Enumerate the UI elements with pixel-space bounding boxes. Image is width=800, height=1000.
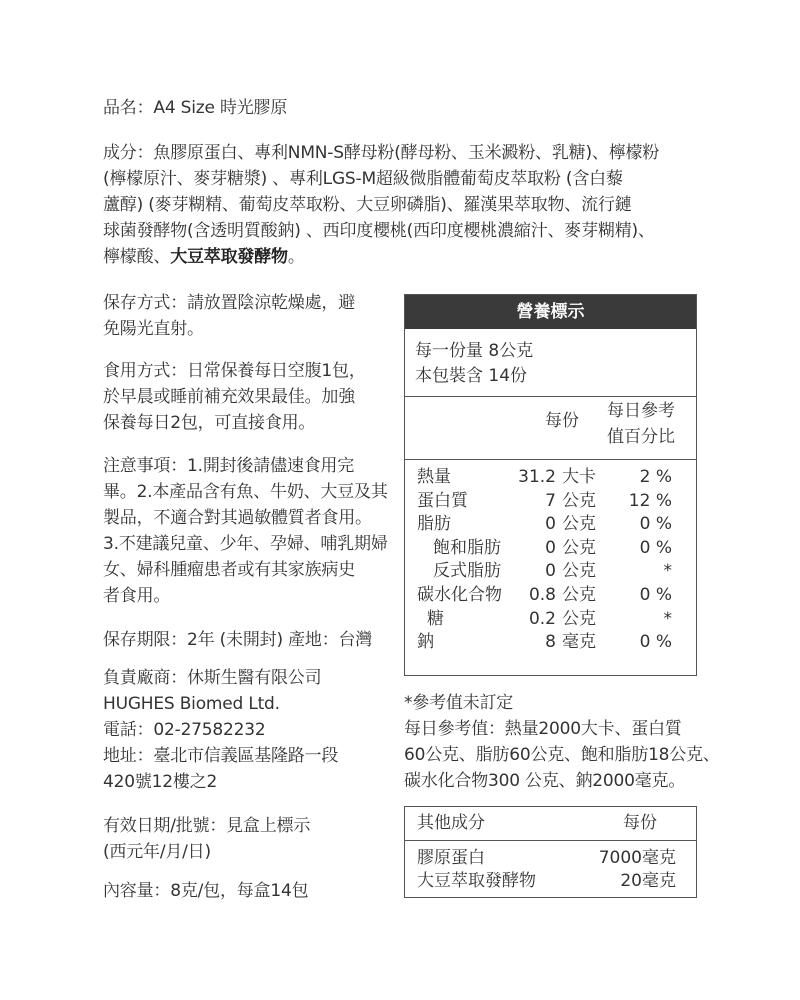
expiry-line: (西元年/月/日) [103, 842, 211, 862]
nutrient-value: 0 [545, 514, 556, 535]
nutrient-unit: 公克 [562, 514, 596, 535]
manufacturer-line: 地址：臺北市信義區基隆路一段 [103, 746, 339, 766]
nutrient-unit: 公克 [562, 585, 596, 605]
other-row-value: 7000毫克 [598, 848, 676, 868]
ingredients-line: (檸檬原汁、麥芽糖漿) 、專利LGS-M超級微脂體葡萄皮萃取粉 (含白藜 [103, 169, 623, 189]
divider [405, 840, 696, 841]
col-daily-ref-1: 每日參考 [607, 401, 675, 421]
nutrient-value: 0 [545, 561, 556, 582]
ref-note-line: 每日參考值：熱量2000大卡、蛋白質 [404, 719, 682, 739]
reference-notes [404, 690, 720, 794]
usage-method [103, 358, 366, 436]
nutrient-unit: 大卡 [562, 467, 596, 487]
manufacturer-line: HUGHES Biomed Ltd. [103, 694, 280, 714]
nutrient-unit: 公克 [562, 537, 596, 558]
other-header-name: 其他成分 [417, 813, 485, 833]
nutrient-value: 7 [545, 490, 556, 511]
nutrient-value: 0.2 [528, 608, 556, 629]
divider [405, 396, 696, 397]
notes-line: 畢。2.本產品含有魚、牛奶、大豆及其 [103, 482, 388, 502]
serving-size: 每一份量 8公克 [415, 341, 534, 361]
other-row-name: 膠原蛋白 [417, 848, 485, 868]
nutrient-name: 熱量 [417, 467, 451, 487]
storage-line: 保存方式：請放置陰涼乾燥處，避 [103, 293, 355, 313]
usage-line: 保養每日2包，可直接食用。 [103, 413, 316, 433]
ingredients-line: 球菌發酵物(含透明質酸鈉) 、西印度櫻桃(西印度櫻桃濃縮汁、麥芽糊精)、 [103, 221, 655, 241]
storage-line: 免陽光直射。 [103, 319, 204, 339]
product-name: 品名：A4 Size 時光膠原 [103, 98, 288, 118]
nutrient-daily-pct: 0 % [639, 585, 672, 605]
nutrition-table [404, 294, 697, 676]
nutrient-daily-pct: * [663, 561, 672, 582]
notes-line: 者食用。 [103, 586, 171, 606]
nutrient-daily-pct: 0 % [639, 632, 672, 653]
usage-line: 食用方式：日常保養每日空腹1包， [103, 361, 366, 381]
col-daily-ref-2: 值百分比 [607, 427, 675, 447]
nutrient-name: 鈉 [417, 632, 434, 653]
expiry [103, 813, 310, 865]
other-row-name: 大豆萃取發酵物 [417, 871, 536, 891]
ingredients-line [103, 244, 659, 270]
nutrient-value: 0.8 [528, 585, 556, 605]
nutrient-unit: 毫克 [562, 632, 596, 653]
nutrient-daily-pct: 2 % [639, 467, 672, 487]
manufacturer-line: 電話：02-27582232 [103, 720, 266, 740]
nutrition-title: 營養標示 [405, 295, 696, 329]
nutrient-daily-pct: 0 % [639, 514, 672, 535]
nutrient-unit: 公克 [562, 490, 596, 511]
notes-line: 注意事項：1.開封後請儘速食用完 [103, 456, 355, 476]
nutrient-unit: 公克 [562, 608, 596, 629]
nutrient-daily-pct: * [663, 608, 672, 629]
storage-method [103, 290, 355, 342]
nutrient-name: 糖 [427, 608, 444, 629]
notes-line: 製品，不適合對其過敏體質者食用。 [103, 508, 372, 528]
other-header-per: 每份 [623, 813, 657, 833]
shelf-life: 保存期限：2年 (未開封) 產地：台灣 [103, 630, 373, 650]
col-per-serving: 每份 [545, 411, 579, 431]
notes-line: 3.不建議兒童、少年、孕婦、哺乳期婦 [103, 534, 388, 554]
nutrient-name: 飽和脂肪 [433, 537, 501, 558]
nutrient-name: 反式脂肪 [433, 561, 501, 582]
divider [405, 459, 696, 460]
ingredients [103, 140, 659, 270]
manufacturer [103, 665, 338, 795]
nutrient-value: 31.2 [518, 467, 556, 487]
nutrient-unit: 公克 [562, 561, 596, 582]
other-row-value: 20毫克 [620, 871, 676, 891]
nutrient-name: 蛋白質 [417, 490, 468, 511]
notes-line: 女、婦科腫瘤患者或有其家族病史 [103, 560, 355, 580]
nutrient-daily-pct: 12 % [628, 490, 672, 511]
ingredients-last-suffix: 。 [287, 247, 305, 267]
nutrient-name: 脂肪 [417, 514, 451, 535]
ingredients-last-prefix: 檸檬酸、 [103, 247, 171, 267]
expiry-line: 有效日期/批號：見盒上標示 [103, 816, 311, 836]
ingredients-line: 蘆醇) (麥芽糊精、葡萄皮萃取粉、大豆卵磷脂)、羅漢果萃取物、流行鏈 [103, 195, 632, 215]
nutrient-name: 碳水化合物 [417, 585, 502, 605]
nutrient-value: 8 [545, 632, 556, 653]
usage-line: 於早晨或睡前補充效果最佳。加強 [103, 387, 355, 407]
other-ingredients-table [404, 806, 697, 898]
ref-note-line: 60公克、脂肪60公克、飽和脂肪18公克、 [404, 745, 720, 765]
ref-note-line: 碳水化合物300 公克、鈉2000毫克。 [404, 771, 686, 791]
ingredients-line: 成分：魚膠原蛋白、專利NMN-S酵母粉(酵母粉、玉米澱粉、乳糖)、檸檬粉 [103, 143, 660, 163]
nutrient-daily-pct: 0 % [639, 537, 672, 558]
notes [103, 453, 388, 609]
nutrient-value: 0 [545, 537, 556, 558]
servings-per-pack: 本包裝含 14份 [415, 366, 528, 386]
ingredients-highlight: 大豆萃取發酵物 [170, 247, 288, 267]
content-amount: 內容量：8克/包，每盒14包 [103, 881, 309, 901]
manufacturer-line: 420號12樓之2 [103, 772, 218, 792]
manufacturer-line: 負責廠商：休斯生醫有限公司 [103, 668, 322, 688]
ref-note-line: *參考值未訂定 [404, 693, 514, 713]
